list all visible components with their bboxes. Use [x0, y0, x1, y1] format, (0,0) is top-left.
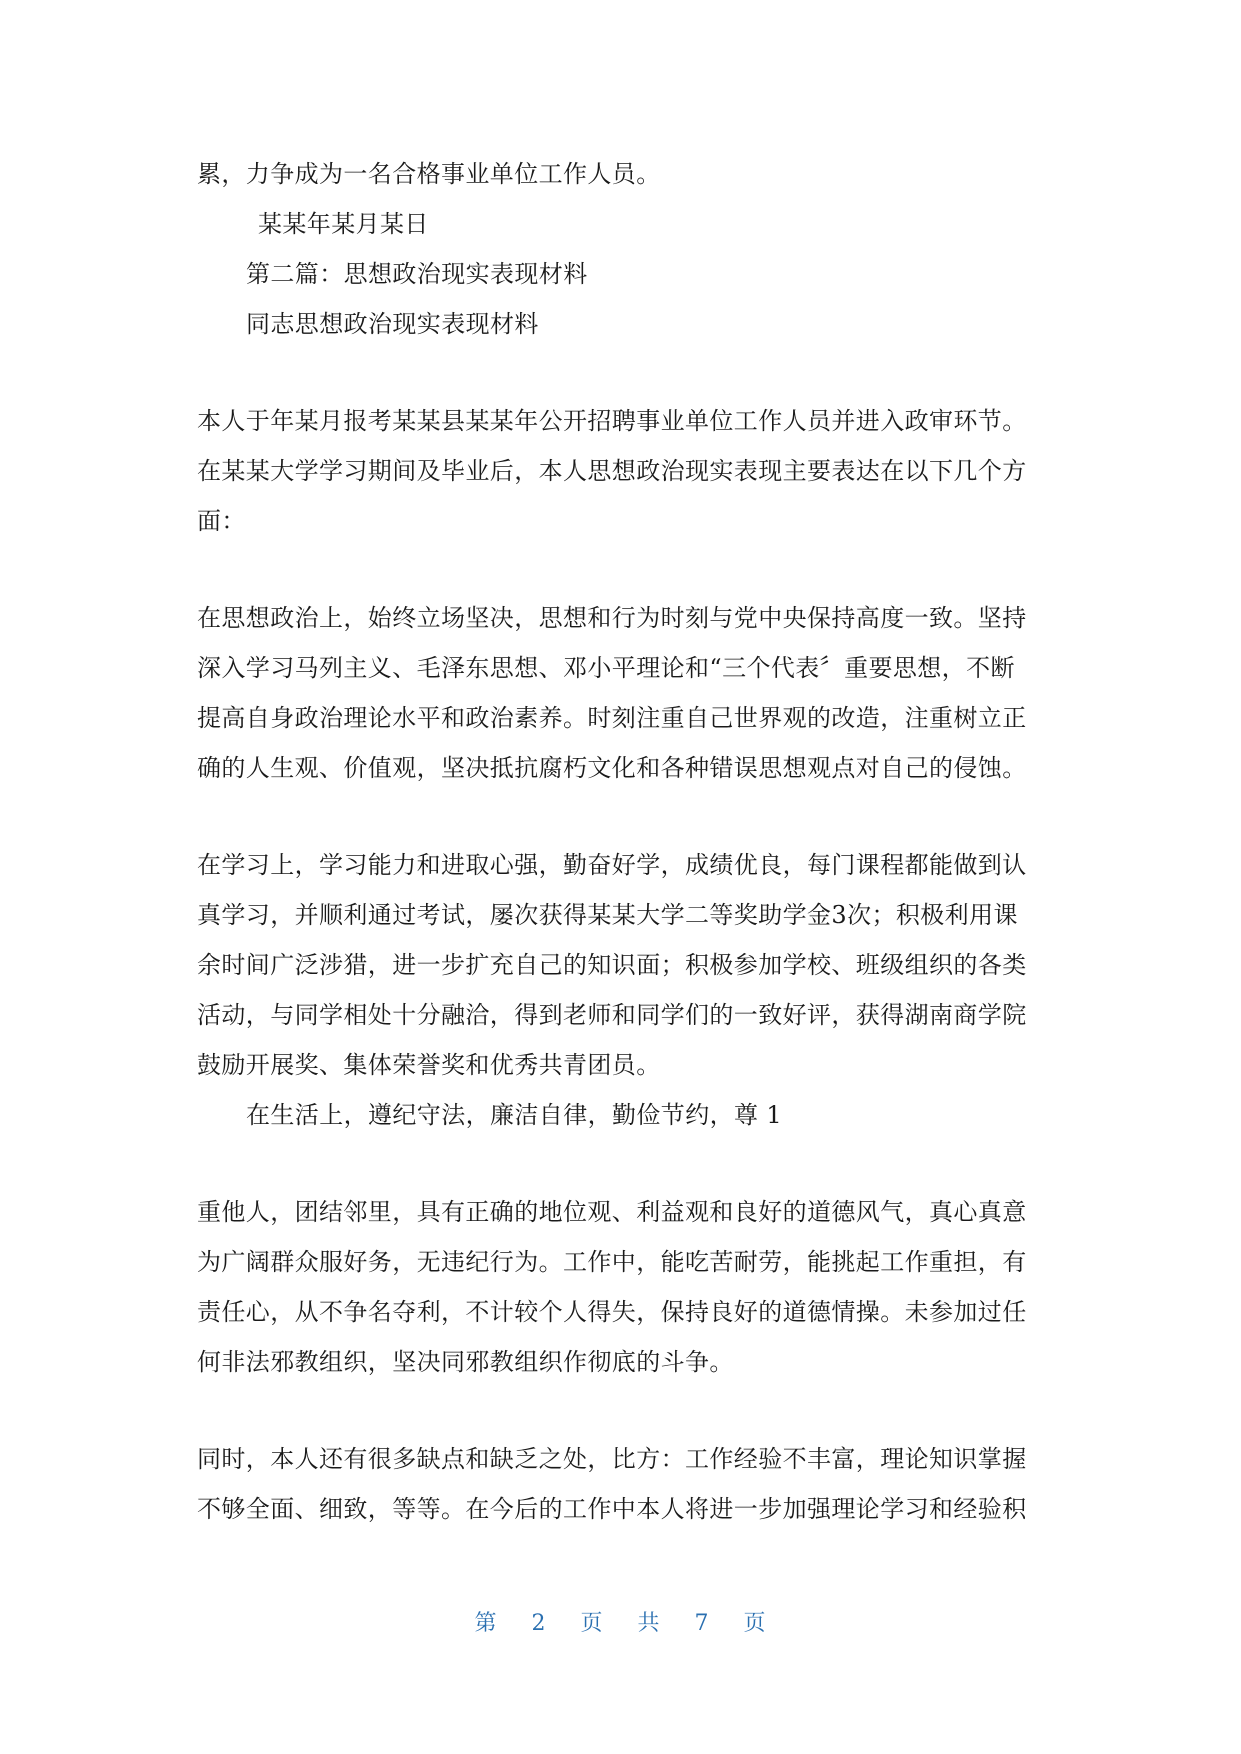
section-heading: 第二篇：思想政治现实表现材料 [246, 260, 588, 288]
paragraph-line: 在学习上，学习能力和进取心强，勤奋好学，成绩优良，每门课程都能做到认 [197, 851, 1027, 879]
paragraph-line: 何非法邪教组织，坚决同邪教组织作彻底的斗争。 [197, 1348, 734, 1376]
paragraph-line: 活动，与同学相处十分融洽，得到老师和同学们的一致好评，获得湖南商学院 [197, 1001, 1027, 1029]
paragraph-line: 在某某大学学习期间及毕业后，本人思想政治现实表现主要表达在以下几个方 [197, 457, 1027, 485]
paragraph-line: 鼓励开展奖、集体荣誉奖和优秀共青团员。 [197, 1051, 661, 1079]
paragraph-line: 深入学习马列主义、毛泽东思想、邓小平理论和“三个代表〞重要思想，不断 [197, 654, 1015, 682]
footer-di: 第 [474, 1611, 498, 1636]
paragraph-line: 重他人，团结邻里，具有正确的地位观、利益观和良好的道德风气，真心真意 [197, 1198, 1027, 1226]
paragraph-line: 提高自身政治理论水平和政治素养。时刻注重自己世界观的改造，注重树立正 [197, 704, 1027, 732]
paragraph-line: 不够全面、细致，等等。在今后的工作中本人将进一步加强理论学习和经验积 [197, 1495, 1027, 1523]
footer-ye: 页 [580, 1611, 604, 1636]
paragraph-line: 在生活上，遵纪守法，廉洁自律，勤俭节约，尊 1 [246, 1101, 783, 1129]
paragraph-line: 同时，本人还有很多缺点和缺乏之处，比方：工作经验不丰富，理论知识掌握 [197, 1445, 1027, 1473]
paragraph-line: 责任心，从不争名夺利，不计较个人得失，保持良好的道德情操。未参加过任 [197, 1298, 1027, 1326]
footer-gong: 共 [637, 1611, 661, 1636]
page-footer [0, 1610, 1241, 1638]
paragraph-line: 余时间广泛涉猎，进一步扩充自己的知识面；积极参加学校、班级组织的各类 [197, 951, 1027, 979]
paragraph-line: 在思想政治上，始终立场坚决，思想和行为时刻与党中央保持高度一致。坚持 [197, 604, 1027, 632]
paragraph-line: 面： [197, 507, 246, 535]
date-line: 某某年某月某日 [258, 210, 429, 238]
paragraph-line: 为广阔群众服好务，无违纪行为。工作中，能吃苦耐劳，能挑起工作重担，有 [197, 1248, 1027, 1276]
paragraph-line: 真学习，并顺利通过考试，屡次获得某某大学二等奖助学金3次；积极利用课 [197, 901, 1018, 929]
footer-current-page: 2 [531, 1611, 547, 1636]
document-title: 同志思想政治现实表现材料 [246, 310, 539, 338]
footer-ye2: 页 [743, 1611, 767, 1636]
paragraph-line: 确的人生观、价值观，坚决抵抗腐朽文化和各种错误思想观点对自己的侵蚀。 [197, 754, 1027, 782]
footer-total-pages: 7 [694, 1611, 710, 1636]
paragraph-line: 本人于年某月报考某某县某某年公开招聘事业单位工作人员并进入政审环节。 [197, 407, 1027, 435]
paragraph-line: 累，力争成为一名合格事业单位工作人员。 [197, 160, 661, 188]
